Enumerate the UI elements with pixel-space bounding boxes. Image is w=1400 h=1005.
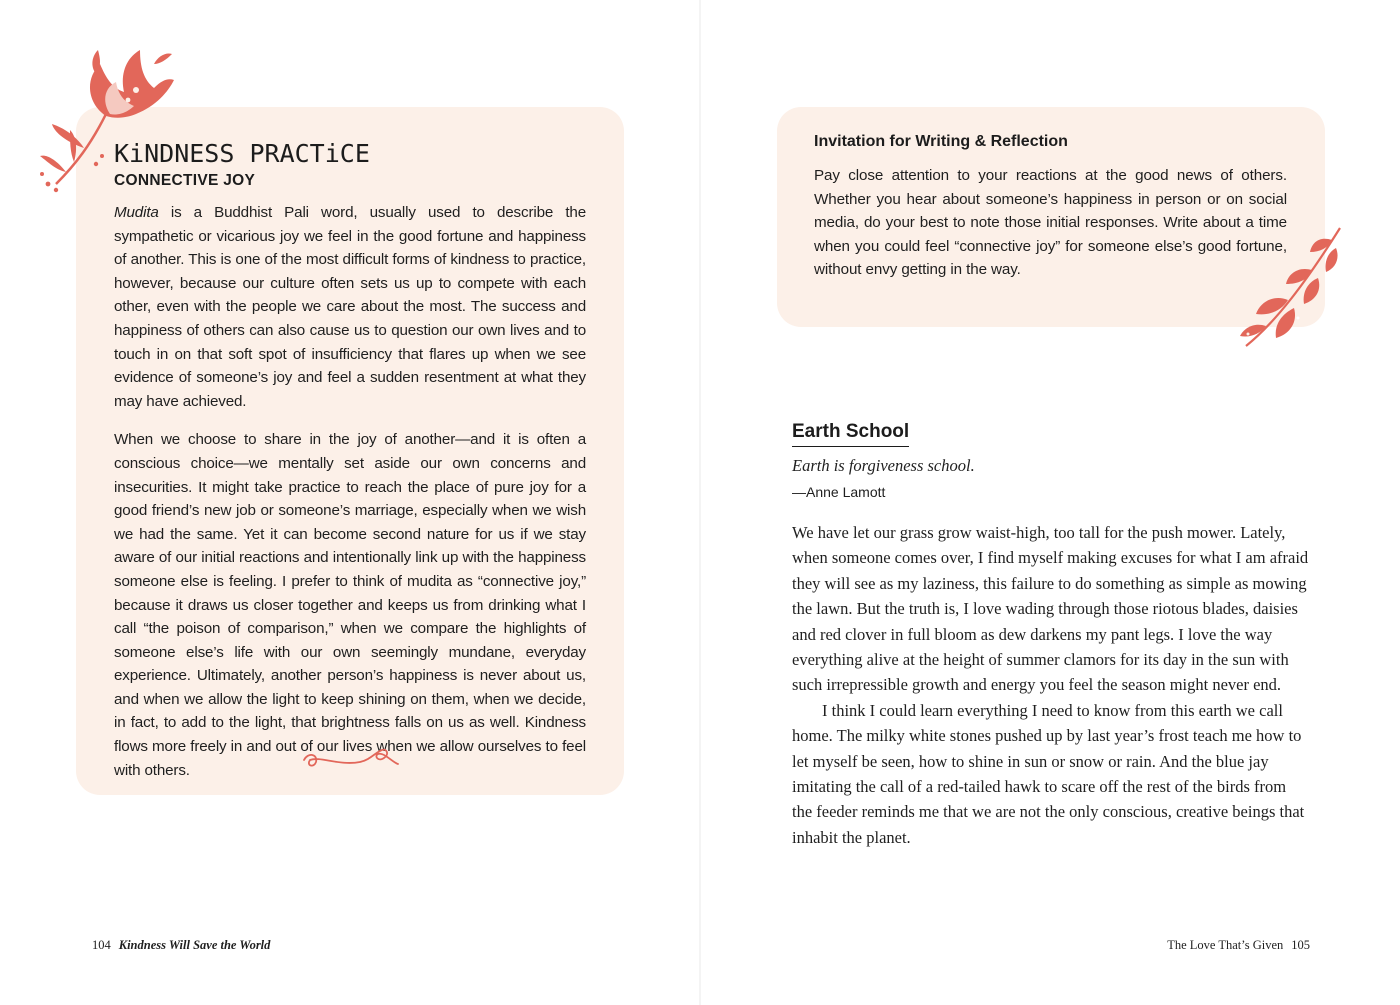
essay-body [792, 520, 1310, 850]
page-number-left: 104 [92, 938, 111, 952]
leaf-branch-icon [1236, 222, 1346, 352]
swash-divider-icon [300, 744, 400, 772]
epigraph-attribution: —Anne Lamott [792, 484, 886, 500]
epigraph: Earth is forgiveness school. [792, 456, 975, 475]
running-section-title: The Love That’s Given [1167, 938, 1284, 952]
practice-subtitle: CONNECTIVE JOY [114, 172, 256, 189]
spread-gutter [699, 0, 701, 1005]
practice-title: KiNDNESS PRACTiCE [114, 139, 370, 168]
practice-paragraph-text: is a Buddhist Pali word, usually used to describe the sympathetic or vicarious joy we feel in the good fortune and happiness of another. This is one of the most difficult forms of kindness to practice, however, because our culture often sets us up to compete with each other, even with the people we care about the most. The success and happiness of others can also cause us to question our own lives and to touch in on that soft spot of insufficiency that flares up when we see evidence of someone’s joy and feel a sudden resentment at what they may have achieved. [114, 204, 586, 410]
essay-title: Earth School [792, 421, 909, 447]
practice-body [114, 201, 586, 782]
footer-left [92, 938, 270, 953]
running-book-title: Kindness Will Save the World [118, 938, 271, 952]
page-number-right: 105 [1291, 938, 1310, 952]
practice-paragraph: When we choose to share in the joy of another—and it is often a conscious choice—we mentally set aside our own concerns and insecurities. It might take practice to reach the place of pure joy for a good friend’s new job or someone’s marriage, especially when we wish we had the same. Yet it can become second nature for us if we stay aware of our initial reactions and intentionally link up with the happiness someone else is feeling. I prefer to think of mudita as “connective joy,” because it draws us closer together and keeps us from drinking what I call “the poison of comparison,” when we compare the highlights of someone else’s life with our own seemingly mundane, everyday experience. Ultimately, another person’s happiness is never about us, and when we allow the light to keep shining on them, when we decide, in fact, to add to the light, that brightness falls on us as well. Kindness flows more freely in and out of our lives when we allow ourselves to feel with others. [114, 431, 586, 779]
practice-lead-word: Mudita [114, 204, 159, 221]
reflection-body: Pay close attention to your reactions at the good news of others. Whether you hear about someone’s happiness in person or on social media, do your best to note those initial responses. Write about a time when you could feel “connective joy” for someone else’s good fortune, without envy getting in the way. [814, 167, 1287, 279]
essay-paragraph: I think I could learn everything I need to know from this earth we call home. The milky white stones pushed up by last year’s frost teach me how to let myself be seen, how to shine in sun or snow or rain. And the blue jay imitating the call of a red-tailed hawk to scare off the rest of the birds from the feeder reminds me that we are not the only conscious, creative beings that inhabit the planet. [792, 700, 1305, 847]
reflection-heading: Invitation for Writing & Reflection [814, 133, 1068, 150]
essay-paragraph: We have let our grass grow waist-high, too tall for the push mower. Lately, when someone comes over, I find myself making excuses for what I am afraid they will see as my laziness, this failure to do something as simple as mowing the lawn. But the truth is, I love wading through those riotous blades, daisies and red clover in full bloom as dew darkens my pant legs. I love the way everything alive at the height of summer clamors for its day in the sun with such irrepressible growth and energy you feel the season might never end. [792, 523, 1309, 695]
footer-right [1167, 938, 1310, 953]
practice-paragraph [114, 201, 586, 413]
